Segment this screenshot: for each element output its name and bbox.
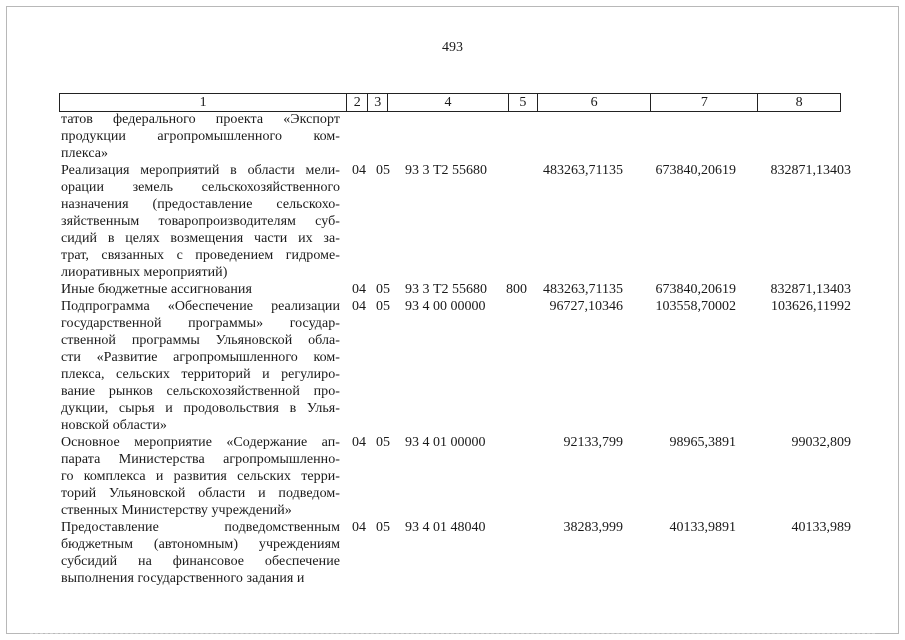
table-row bbox=[61, 281, 851, 298]
description-line: го комплекса и развития сельских терри- bbox=[61, 469, 340, 484]
table-body bbox=[61, 111, 851, 587]
cell-podrazdel: 05 bbox=[376, 282, 390, 297]
description-line: субсидий на финансовое обеспечение bbox=[61, 554, 340, 569]
cell-value-col8: 99032,809 bbox=[791, 435, 851, 450]
table-row bbox=[61, 111, 847, 162]
cell-razdel: 04 bbox=[352, 520, 366, 535]
description-line: трат, связанных с проведением гидроме- bbox=[61, 248, 340, 263]
description-line: продукции агропромышленного ком- bbox=[61, 129, 340, 144]
row-description bbox=[61, 434, 340, 519]
description-line: сидий в целях возмещения части их за- bbox=[61, 231, 340, 246]
description-line: новской области» bbox=[61, 418, 167, 433]
table-row bbox=[61, 519, 851, 587]
description-line: торий Ульяновской области и подведом- bbox=[61, 486, 340, 501]
cell-value-col6: 38283,999 bbox=[563, 520, 623, 535]
description-line: назначения (предоставление сельскохо- bbox=[61, 197, 340, 212]
cell-value-col7: 673840,20619 bbox=[655, 282, 736, 297]
cell-target-article: 93 3 Т2 55680 bbox=[405, 282, 488, 297]
description-line: выполнения государственного задания и bbox=[61, 571, 305, 586]
header-col-7: 7 bbox=[651, 94, 758, 111]
header-col-5: 5 bbox=[509, 94, 538, 111]
cell-value-col7: 98965,3891 bbox=[669, 435, 736, 450]
cell-value-col8: 832871,13403 bbox=[770, 282, 851, 297]
cell-value-col8: 103626,11992 bbox=[771, 299, 851, 314]
cell-razdel: 04 bbox=[352, 282, 366, 297]
header-col-3: 3 bbox=[368, 94, 388, 111]
cell-value-col7: 673840,20619 bbox=[655, 163, 736, 178]
description-line: плекса, сельских территорий и регулиро- bbox=[61, 367, 340, 382]
description-line: ственных Министерству учреждений» bbox=[61, 503, 292, 518]
cell-value-col7: 40133,9891 bbox=[669, 520, 736, 535]
description-line: Иные бюджетные ассигнования bbox=[61, 282, 252, 297]
header-col-4: 4 bbox=[388, 94, 509, 111]
description-line: плекса» bbox=[61, 146, 109, 161]
cell-podrazdel: 05 bbox=[376, 163, 390, 178]
cell-value-col8: 40133,989 bbox=[791, 520, 851, 535]
description-line: татов федерального проекта «Экспорт bbox=[61, 112, 340, 127]
cell-target-article: 93 4 01 00000 bbox=[405, 435, 486, 450]
row-description bbox=[61, 519, 340, 587]
description-line: Реализация мероприятий в области мели- bbox=[61, 163, 340, 178]
description-line: Основное мероприятие «Содержание ап- bbox=[61, 435, 340, 450]
cell-razdel: 04 bbox=[352, 299, 366, 314]
cell-target-article: 93 4 00 00000 bbox=[405, 299, 486, 314]
description-line: зяйственным товаропроизводителям суб- bbox=[61, 214, 340, 229]
row-description bbox=[61, 111, 340, 162]
cell-value-col6: 92133,799 bbox=[563, 435, 623, 450]
row-description bbox=[61, 281, 340, 298]
cell-podrazdel: 05 bbox=[376, 299, 390, 314]
description-line: ственной программы Ульяновской обла- bbox=[61, 333, 340, 348]
description-line: бюджетным (автономным) учреждениям bbox=[61, 537, 340, 552]
cell-expense-type: 800 bbox=[506, 282, 527, 297]
description-line: парата Министерства агропромышленно- bbox=[61, 452, 340, 467]
row-description bbox=[61, 298, 340, 434]
description-line: дукции, сырья и продовольствия в Улья- bbox=[61, 401, 340, 416]
description-line: Предоставление подведомственным bbox=[61, 520, 340, 535]
page-number: 493 bbox=[442, 40, 463, 55]
table-row bbox=[61, 434, 851, 519]
description-line: лиоративных мероприятий) bbox=[61, 265, 228, 280]
page-bottom-edge bbox=[30, 633, 875, 634]
cell-razdel: 04 bbox=[352, 163, 366, 178]
header-col-2: 2 bbox=[347, 94, 368, 111]
cell-razdel: 04 bbox=[352, 435, 366, 450]
cell-value-col6: 96727,10346 bbox=[549, 299, 623, 314]
cell-target-article: 93 4 01 48040 bbox=[405, 520, 486, 535]
description-line: орации земель сельскохозяйственного bbox=[61, 180, 340, 195]
description-line: государственной программы» государ- bbox=[61, 316, 340, 331]
cell-value-col6: 483263,71135 bbox=[543, 163, 623, 178]
cell-value-col8: 832871,13403 bbox=[770, 163, 851, 178]
table-row bbox=[61, 298, 851, 434]
description-line: вание рынков сельскохозяйственной про- bbox=[61, 384, 340, 399]
description-line: Подпрограмма «Обеспечение реализации bbox=[61, 299, 340, 314]
table-row bbox=[61, 162, 851, 281]
cell-podrazdel: 05 bbox=[376, 520, 390, 535]
cell-value-col7: 103558,70002 bbox=[655, 299, 736, 314]
header-col-6: 6 bbox=[538, 94, 652, 111]
row-description bbox=[61, 162, 340, 281]
table-header bbox=[59, 93, 841, 112]
description-line: сти «Развитие агропромышленного ком- bbox=[61, 350, 340, 365]
cell-target-article: 93 3 Т2 55680 bbox=[405, 163, 488, 178]
cell-podrazdel: 05 bbox=[376, 435, 390, 450]
header-col-8: 8 bbox=[795, 95, 803, 110]
header-col-1: 1 bbox=[60, 94, 347, 111]
cell-value-col6: 483263,71135 bbox=[543, 282, 623, 297]
